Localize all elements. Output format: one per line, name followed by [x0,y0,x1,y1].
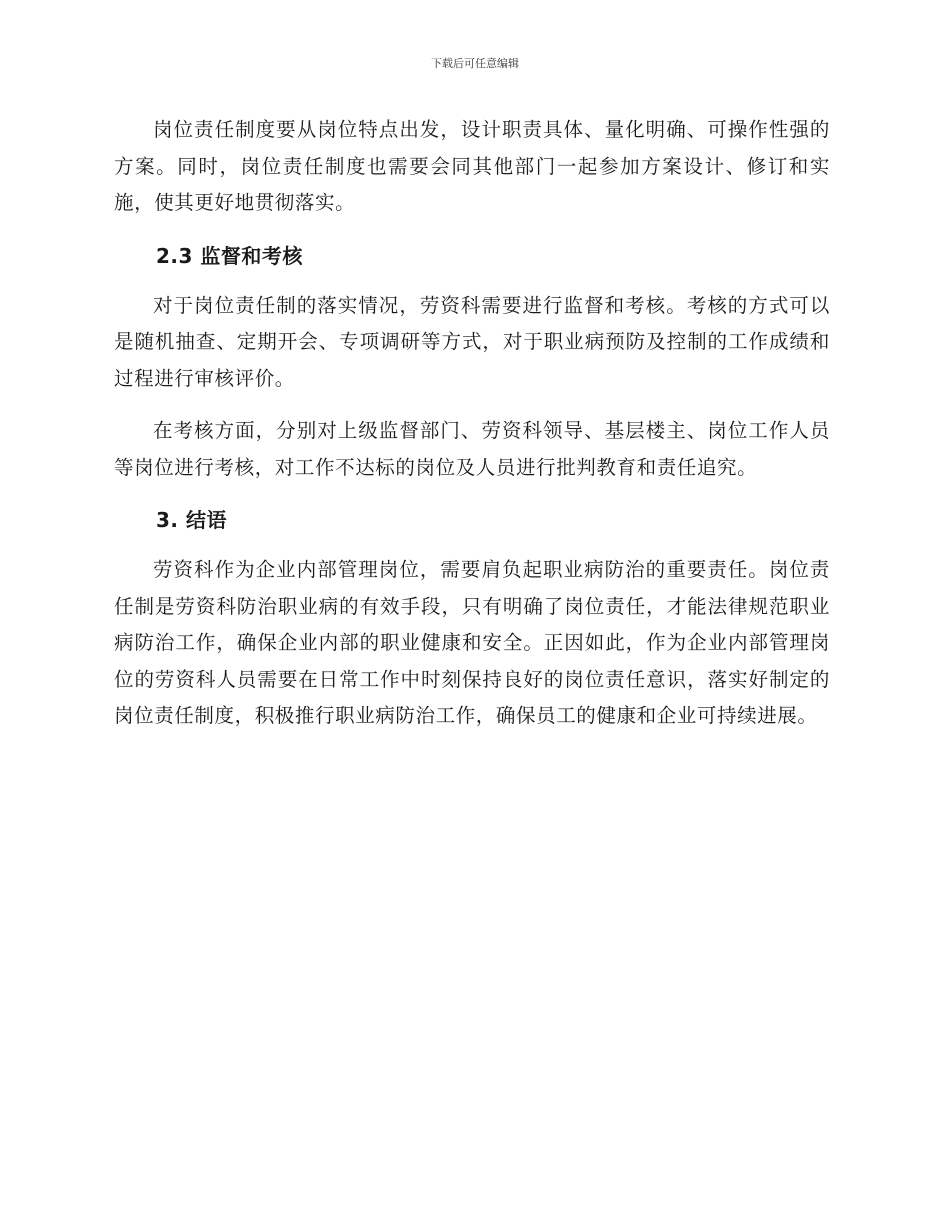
page-header: 下载后可任意编辑 [431,57,519,70]
paragraph-supervision: 对于岗位责任制的落实情况，劳资科需要进行监督和考核。考核的方式可以是随机抽查、定期开会、专项调研等方式，对于职业病预防及控制的工作成绩和过程进行审核评价。 [114,293,830,390]
paragraph-conclusion: 劳资科作为企业内部管理岗位，需要肩负起职业病防治的重要责任。岗位责任制是劳资科防治职业病的有效手段，只有明确了岗位责任，才能法律规范职业病防治工作，确保企业内部的职业健康和安全。正因如此，作为企业内部管理岗位的劳资科人员需要在日常工作中时刻保持良好的岗位责任意识，落实好制定的岗位责任制度，积极推行职业病防治工作，确保员工的健康和企业可持续进展。 [114,558,830,727]
section-heading-supervision: 2.3 监督和考核 [156,243,303,268]
section-heading-conclusion: 3. 结语 [156,508,227,532]
paragraph-assessment: 在考核方面，分别对上级监督部门、劳资科领导、基层楼主、岗位工作人员等岗位进行考核，对工作不达标的岗位及人员进行批判教育和责任追究。 [114,419,830,479]
paragraph-responsibility-design: 岗位责任制度要从岗位特点出发，设计职责具体、量化明确、可操作性强的方案。同时，岗位责任制度也需要会同其他部门一起参加方案设计、修订和实施，使其更好地贯彻落实。 [114,118,830,214]
document-body [114,112,830,751]
